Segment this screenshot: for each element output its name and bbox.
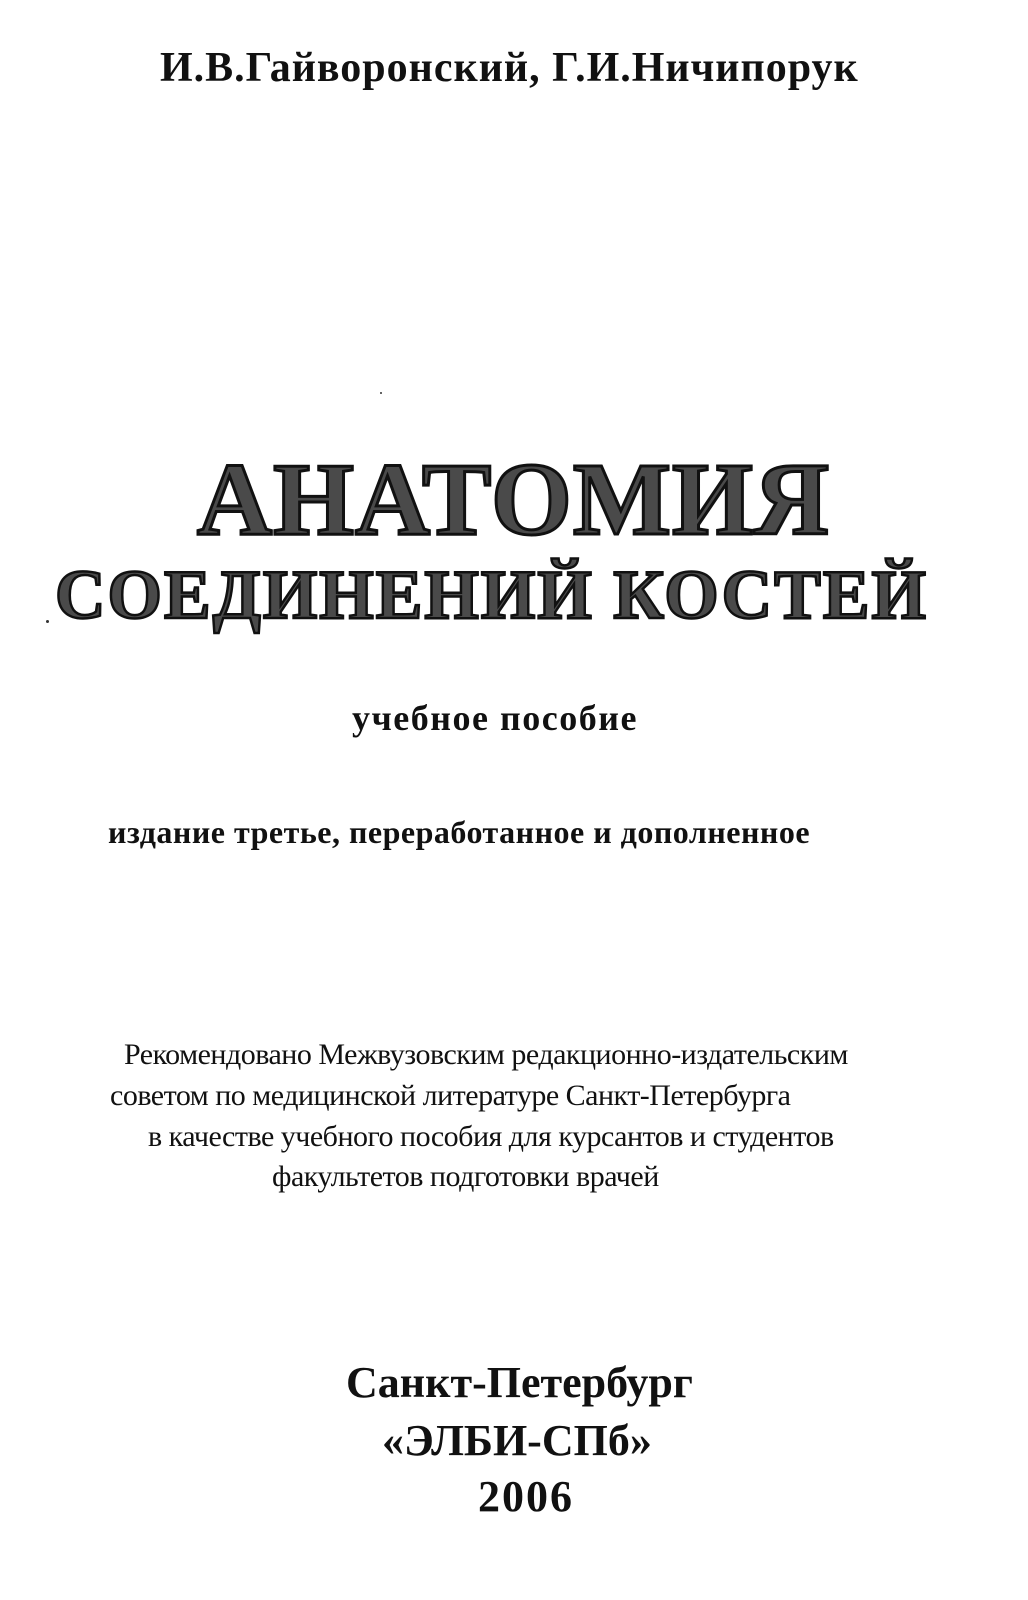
recommendation-line: Рекомендовано Межвузовским редакционно-издательским — [124, 1038, 848, 1071]
imprint-publisher: «ЭЛБИ-СПб» — [382, 1416, 652, 1465]
recommendation-line: факультетов подготовки врачей — [272, 1160, 659, 1193]
authors: И.В.Гайворонский, Г.И.Ничипорук — [160, 45, 859, 91]
scan-speck — [46, 620, 49, 623]
recommendation-line: в качестве учебного пособия для курсантов и студентов — [148, 1120, 834, 1153]
scan-speck — [380, 392, 382, 394]
imprint-city: Санкт-Петербург — [346, 1358, 693, 1407]
document-type: учебное пособие — [352, 698, 638, 738]
book-subtitle: СОЕДИНЕНИЙ КОСТЕЙ — [55, 557, 928, 634]
edition-note: издание третье, переработанное и дополненное — [108, 814, 811, 850]
imprint-year: 2006 — [478, 1472, 574, 1521]
recommendation-line: советом по медицинской литературе Санкт-Петербурга — [110, 1079, 791, 1112]
book-title: АНАТОМИЯ — [197, 442, 831, 557]
